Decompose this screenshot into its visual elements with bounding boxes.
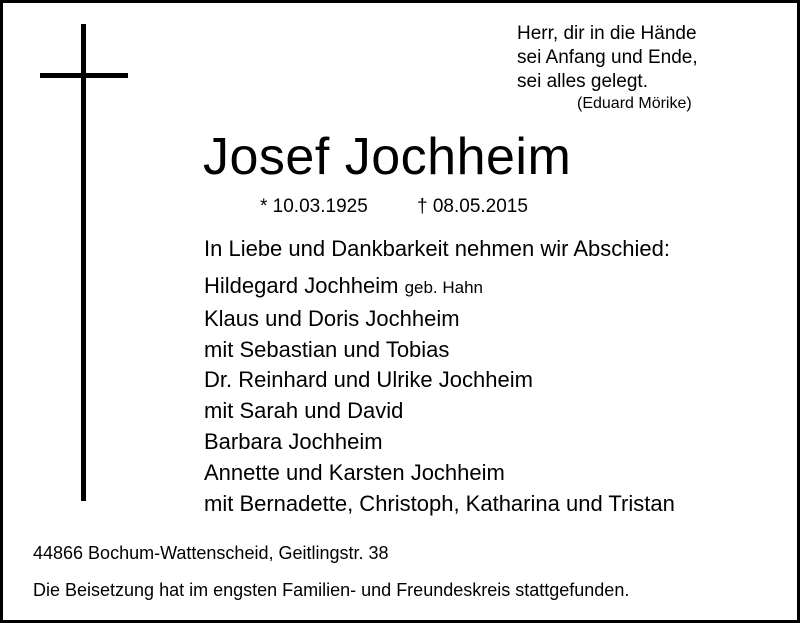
death-date: † 08.05.2015: [417, 196, 528, 217]
deceased-name: Josef Jochheim: [203, 128, 572, 186]
quote-line: sei Anfang und Ende,: [517, 47, 698, 68]
mourner-row: Klaus und Doris Jochheim: [204, 305, 460, 331]
cross-horizontal-bar: [40, 73, 128, 78]
birth-date: * 10.03.1925: [260, 196, 368, 217]
mourner-row: mit Sarah und David: [204, 398, 404, 424]
mourner-row: [204, 271, 675, 304]
quote-line: sei alles gelegt.: [517, 71, 648, 92]
burial-notice: Die Beisetzung hat im engsten Familien- und Freundeskreis stattgefunden.: [33, 580, 630, 600]
mourner-row: Annette und Karsten Jochheim: [204, 459, 505, 485]
quote: [517, 22, 698, 94]
quote-author: (Eduard Mörike): [577, 95, 692, 112]
mourners-list: [204, 271, 675, 519]
mourner-name: Hildegard Jochheim: [204, 273, 399, 298]
mourner-row: mit Bernadette, Christoph, Katharina und Tristan: [204, 490, 675, 516]
farewell-intro: In Liebe und Dankbarkeit nehmen wir Abschied:: [204, 236, 670, 261]
quote-line: Herr, dir in die Hände: [517, 23, 697, 44]
cross-vertical-bar: [81, 24, 86, 501]
maiden-name-note: geb. Hahn: [404, 278, 484, 297]
mourner-row: Barbara Jochheim: [204, 428, 383, 454]
mourner-row: mit Sebastian und Tobias: [204, 336, 450, 362]
address: 44866 Bochum-Wattenscheid, Geitlingstr. 38: [33, 543, 389, 563]
mourner-row: Dr. Reinhard und Ulrike Jochheim: [204, 367, 533, 393]
